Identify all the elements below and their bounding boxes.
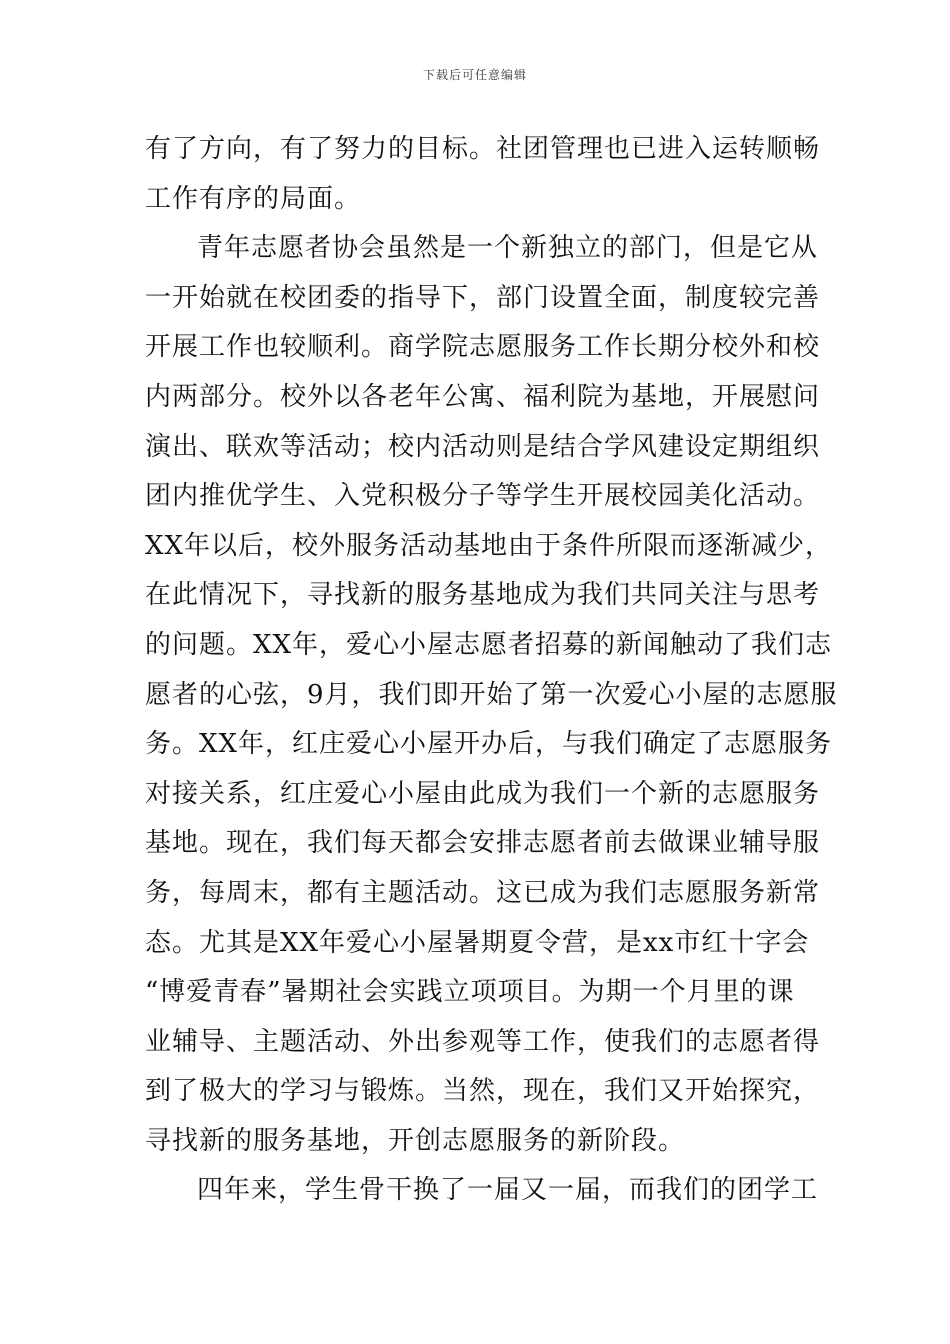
text-line: 有了方向，有了努力的目标。社团管理也已进入运转顺畅 <box>145 134 821 164</box>
text-line: 愿者的心弦，9月，我们即开始了第一次爱心小屋的志愿服 <box>145 679 838 710</box>
text-line: 演出、联欢等活动；校内活动则是结合学风建设定期组织 <box>145 431 821 462</box>
text-line: 工作有序的局面。 <box>145 183 362 214</box>
text-line: “博爱青春”暑期社会实践立项项目。为期一个月里的课 <box>145 977 795 1008</box>
text-line: 务。XX年，红庄爱心小屋开办后，与我们确定了志愿服务 <box>145 729 833 760</box>
text-line: XX年以后，校外服务活动基地由于条件所限而逐渐减少， <box>145 530 833 561</box>
text-line: 态。尤其是XX年爱心小屋暑期夏令营，是xx市红十字会 <box>145 927 810 958</box>
paragraph-start-line: 青年志愿者协会虽然是一个新独立的部门，但是它从 <box>197 233 819 264</box>
text-line: 内两部分。校外以各老年公寓、福利院为基地，开展慰问 <box>145 381 821 412</box>
text-line: 在此情况下，寻找新的服务基地成为我们共同关注与思考 <box>145 580 821 611</box>
text-line: 对接关系，红庄爱心小屋由此成为我们一个新的志愿服务 <box>145 778 821 809</box>
text-line: 基地。现在，我们每天都会安排志愿者前去做课业辅导服 <box>145 828 821 859</box>
document-body <box>145 125 838 1216</box>
text-line: 的问题。XX年，爱心小屋志愿者招募的新闻触动了我们志 <box>145 629 833 660</box>
text-line: 开展工作也较顺利。商学院志愿服务工作长期分校外和校 <box>145 332 821 363</box>
text-line: 团内推优学生、入党积极分子等学生开展校园美化活动。 <box>145 481 821 512</box>
text-line: 一开始就在校团委的指导下，部门设置全面，制度较完善 <box>145 282 821 313</box>
paragraph-start-line: 四年来，学生骨干换了一届又一届，而我们的团学工 <box>197 1175 819 1206</box>
page-header-note: 下载后可任意编辑 <box>422 68 527 82</box>
text-line: 到了极大的学习与锻炼。当然，现在，我们又开始探究， <box>145 1076 821 1107</box>
text-line: 务，每周末，都有主题活动。这已成为我们志愿服务新常 <box>145 877 821 908</box>
text-line: 寻找新的服务基地，开创志愿服务的新阶段。 <box>145 1125 686 1156</box>
text-line: 业辅导、主题活动、外出参观等工作，使我们的志愿者得 <box>145 1026 821 1057</box>
